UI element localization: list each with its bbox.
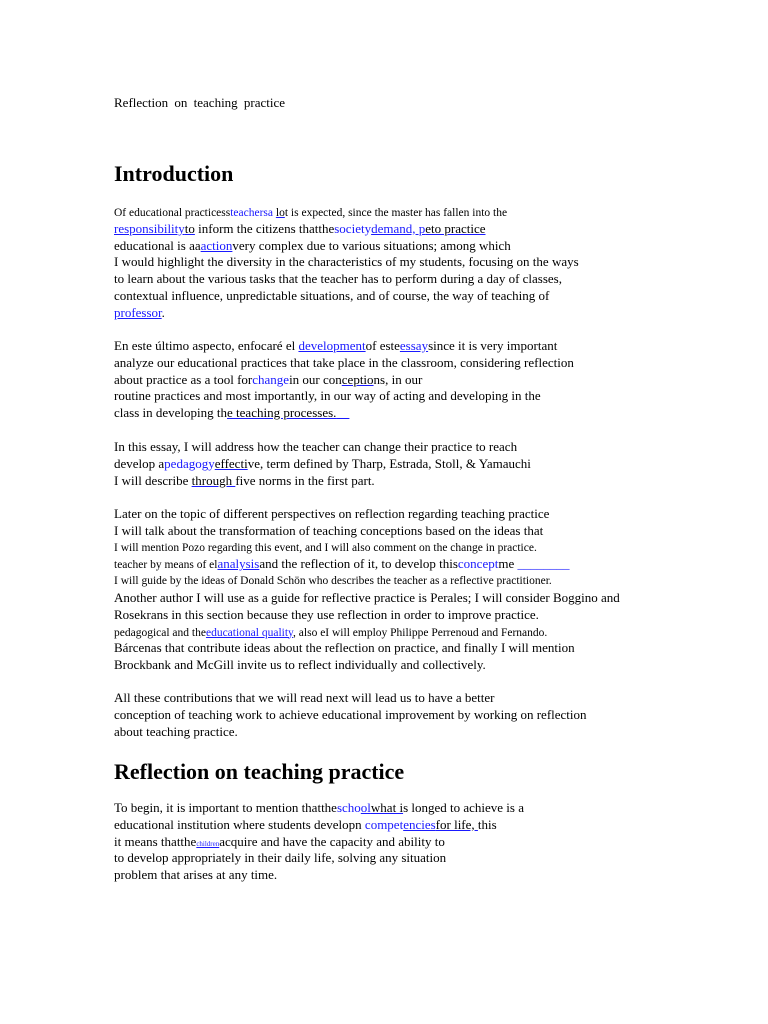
text-line: I will describe through five norms in the first part. — [114, 472, 375, 488]
text-line: to develop appropriately in their daily life, solving any situation — [114, 850, 447, 866]
link-change[interactable]: change — [252, 371, 290, 387]
link-essay[interactable]: essay — [399, 338, 429, 353]
document-title: Reflection on teaching practice — [114, 95, 286, 110]
text-line: responsibilityto inform the citizens thatthesocietydemand, peto practice — [114, 220, 486, 236]
text-line: routine practices and most importantly, in our way of acting and developing in the — [114, 388, 541, 404]
paragraph-2 — [114, 338, 574, 422]
text-line: about teaching practice. — [114, 723, 238, 739]
blank-link[interactable]: ________ — [517, 556, 570, 572]
text-line: teacher by means of elanalysisand the reflection of it, to develop thisconceptme ________ — [114, 556, 570, 572]
text-line: En este último aspecto, enfocaré el developmentof esteessaysince it is very important — [114, 338, 558, 353]
link-competencies[interactable]: compet — [364, 816, 404, 832]
text-line: I will talk about the transformation of teaching conceptions based on the ideas that — [114, 522, 544, 538]
text-line: conception of teaching work to achieve educational improvement by working on reflection — [114, 706, 587, 722]
paragraph-4 — [114, 506, 620, 674]
text-line: problem that arises at any time. — [114, 867, 278, 883]
link-school[interactable]: scho — [336, 800, 361, 815]
text-line: professor. — [114, 304, 165, 320]
paragraph-5 — [114, 690, 587, 740]
text-line: In this essay, I will address how the teacher can change their practice to reach — [114, 439, 518, 454]
text-line: Bárcenas that contribute ideas about the reflection on practice, and finally I will mention — [114, 640, 575, 656]
paragraph-3 — [114, 439, 531, 489]
text-line: analyze our educational practices that take place in the classroom, considering reflection — [114, 354, 574, 370]
paragraph-1 — [114, 204, 579, 322]
text-line: Another author I will use as a guide for reflective practice is Perales; I will consider Boggino and — [114, 589, 620, 605]
text-line: Of educational practicessteachersa lot is expected, since the master has fallen into the — [114, 207, 508, 219]
text-line: Later on the topic of different perspectives on reflection regarding teaching practice — [114, 506, 550, 521]
text-line: I will mention Pozo regarding this event, and I will also comment on the change in practice. — [114, 541, 537, 554]
text-line: To begin, it is important to mention thattheschoolwhat is longed to achieve is a — [114, 800, 524, 815]
text-line: Brockbank and McGill invite us to reflect individually and collectively. — [114, 657, 486, 673]
text-line: about practice as a tool forchangein our conceptions, in our — [114, 371, 423, 387]
link-educational-quality[interactable]: educational quality — [205, 626, 294, 639]
heading-reflection: Reflection on teaching practice — [114, 759, 405, 784]
heading-introduction: Introduction — [114, 161, 234, 186]
text-line: it means thatthechildrenacquire and have the capacity and ability to — [114, 833, 445, 849]
link-concept[interactable]: concept — [457, 556, 499, 572]
text-line: All these contributions that we will read next will lead us to have a better — [114, 690, 495, 705]
link-pedagogy[interactable]: pedagogy — [164, 455, 215, 471]
text-line: develop apedagogyeffective, term defined by Tharp, Estrada, Stoll, & Yamauchi — [114, 455, 531, 471]
text-line: pedagogical and theeducational quality, also eI will employ Philippe Perrenoud and Fernando. — [114, 626, 548, 639]
link-children[interactable]: children — [196, 839, 220, 848]
link-professor[interactable]: professor — [114, 304, 162, 320]
link-development[interactable]: development — [298, 338, 366, 353]
text-line: to learn about the various tasks that the teacher has to perform during a day of classes, — [114, 271, 562, 287]
link-society[interactable]: society — [334, 220, 372, 236]
text-line: educational institution where students developn competenciesfor life, this — [114, 816, 497, 832]
text-line: class in developing the teaching processes. — [114, 405, 337, 421]
text-line: educational is aaactionvery complex due to various situations; among which — [114, 237, 511, 253]
link-action[interactable]: action — [200, 237, 233, 253]
text-line: I will guide by the ideas of Donald Schön who describes the teacher as a reflective practitioner. — [114, 575, 552, 588]
paragraph-6 — [114, 800, 524, 884]
text-line: Rosekrans in this section because they use reflection in order to improve practice. — [114, 606, 539, 622]
text-line: contextual influence, unpredictable situations, and of course, the way of teaching of — [114, 287, 550, 303]
link-responsibility[interactable]: responsibility — [114, 220, 185, 236]
text-line: I would highlight the diversity in the characteristics of my students, focusing on the ways — [114, 254, 579, 270]
link-analysis[interactable]: analysis — [217, 556, 260, 572]
link-demand[interactable]: demand, p — [371, 220, 426, 236]
link-teachers[interactable]: teachersa — [230, 207, 276, 219]
